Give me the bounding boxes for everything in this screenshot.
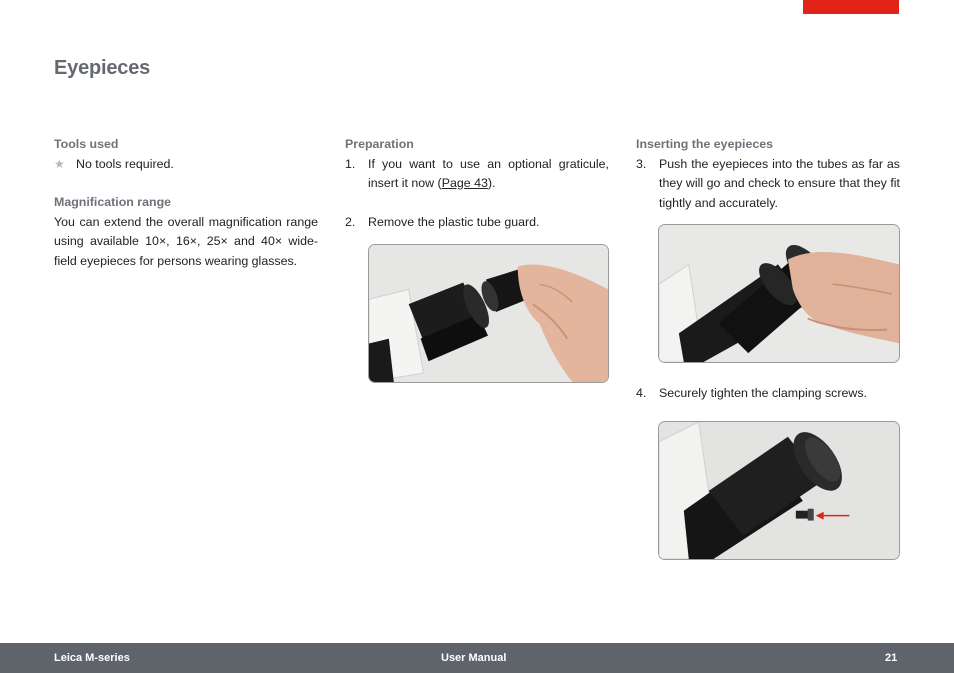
step-3 xyxy=(636,155,900,214)
tools-text: No tools required. xyxy=(76,156,174,171)
photo-insert-eyepieces xyxy=(658,224,900,363)
photo-remove-tube-guard xyxy=(368,244,609,383)
brand-accent-tab xyxy=(803,0,899,14)
step-number: 4. xyxy=(636,386,647,400)
page-footer xyxy=(0,643,954,673)
step-text: Securely tighten the clamping screws. xyxy=(659,386,867,400)
step-text: Push the eyepieces into the tubes as far as they will go and check to ensure that they fit tightly and accurately. xyxy=(659,156,900,210)
tools-used-heading: Tools used xyxy=(54,137,119,151)
column-inserting-eyepieces xyxy=(636,135,900,213)
step-4-block xyxy=(636,384,900,404)
step-number: 1. xyxy=(345,156,356,171)
red-arrow-icon xyxy=(659,422,899,559)
page-43-link[interactable]: Page 43 xyxy=(441,176,488,190)
column-tools-magnification xyxy=(54,135,318,271)
footer-page-number: 21 xyxy=(885,652,898,664)
footer-product-name: Leica M-series xyxy=(54,652,130,664)
step-text: Remove the plastic tube guard. xyxy=(368,214,540,229)
magnification-heading: Magnification range xyxy=(54,195,172,209)
footer-document-title: User Manual xyxy=(441,652,507,664)
step-number: 2. xyxy=(345,214,356,229)
magnification-text: You can extend the overall magnification range using available 10×, 16×, 25× and 40× wide-field eyepieces for persons wearing glasses. xyxy=(54,214,318,268)
step-1 xyxy=(345,155,609,194)
inserting-heading: Inserting the eyepieces xyxy=(636,137,774,151)
tools-list-item xyxy=(54,155,318,175)
step-4 xyxy=(636,384,900,404)
star-bullet-icon: ★ xyxy=(54,156,65,171)
page-title: Eyepieces xyxy=(54,57,151,79)
step-2 xyxy=(345,213,609,233)
preparation-heading: Preparation xyxy=(345,137,414,151)
step-number: 3. xyxy=(636,156,647,171)
step-text: If you want to use an optional graticule, insert it now (Page 43). xyxy=(368,156,609,190)
column-preparation xyxy=(345,135,609,232)
photo-clamping-screws xyxy=(658,421,900,560)
